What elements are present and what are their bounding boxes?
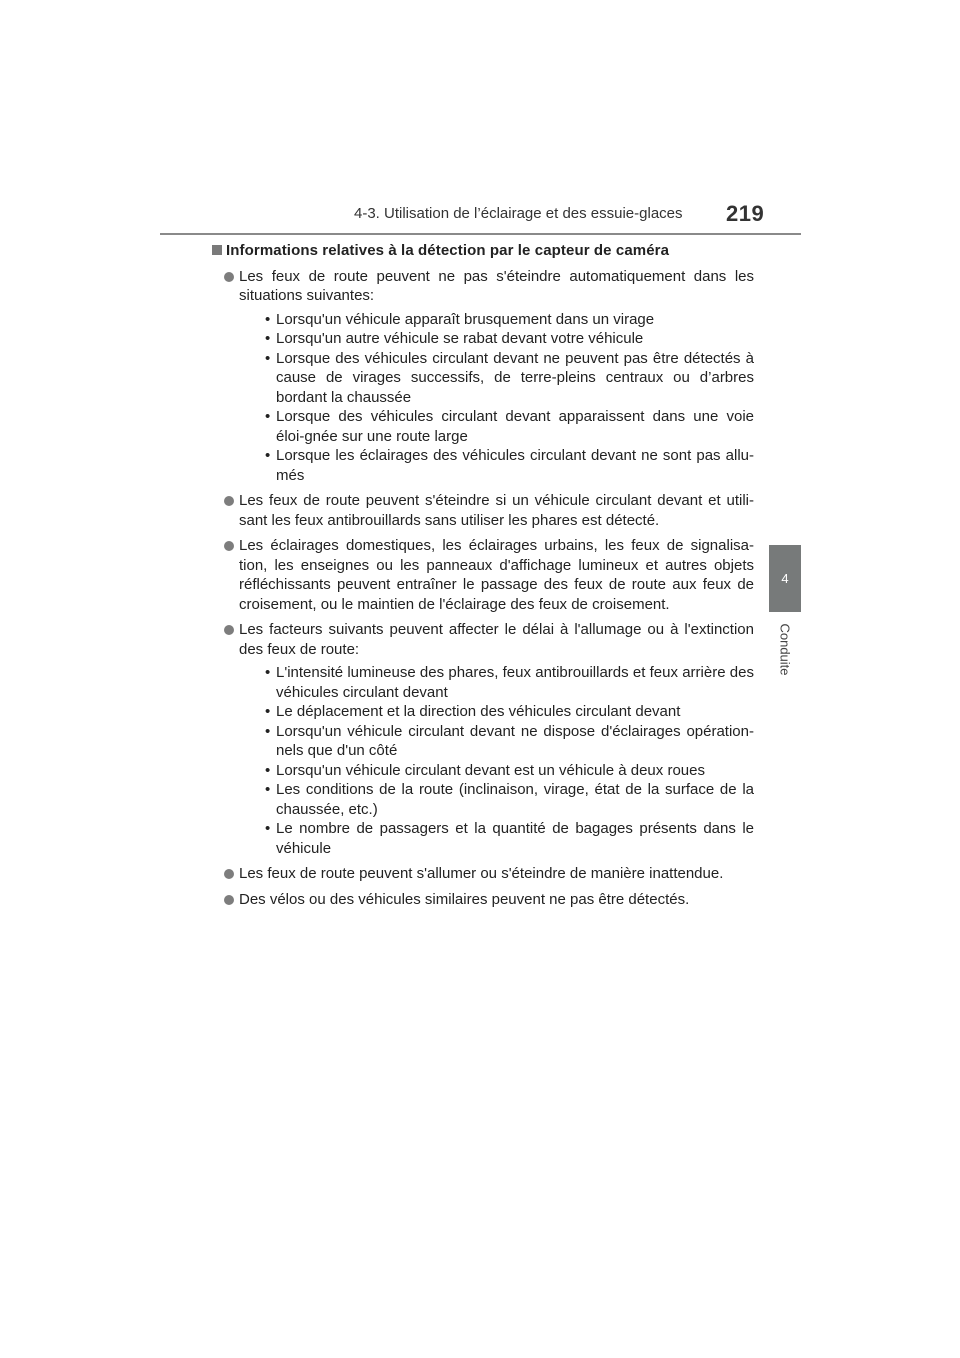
round-bullet-icon [224,541,234,551]
list-item-text: Les feux de route peuvent s'éteindre si un véhicule circulant devant et utili-sant les feux antibrouillards sans utiliser les phares est détecté. [239,492,754,529]
sub-list-item-text: Lorsqu'un véhicule circulant devant ne dispose d'éclairages opération-nels que d'un côté [276,722,754,759]
round-bullet-icon [224,869,234,879]
sub-bullet: • [265,781,271,798]
header-title: 4-3. Utilisation de l’éclairage et des essuie-glaces [354,205,683,222]
round-bullet-icon [224,272,234,282]
sub-list-item [239,819,754,858]
sub-list-item-text: Lorsque les éclairages des véhicules circulant devant ne sont pas allu-més [276,447,754,484]
list-item [214,864,754,884]
sub-list-item [239,446,754,485]
sub-list-item [239,663,754,702]
sub-list-item-text: L'intensité lumineuse des phares, feux antibrouillards et feux arrière des véhicules circulant devant [276,664,754,701]
list-item [214,890,754,910]
list-item-text: Des vélos ou des véhicules similaires peuvent ne pas être détectés. [239,890,690,908]
sub-list-item [239,780,754,819]
list-item-text: Les feux de route peuvent ne pas s'éteindre automatiquement dans les situations suivantes: [239,267,754,304]
list-item-text: Les facteurs suivants peuvent affecter le délai à l'allumage ou à l'extinction des feux de route: [239,621,754,658]
list-item-text: Les éclairages domestiques, les éclairages urbains, les feux de signalisa-tion, les enseignes ou les panneaux d'affichage lumineux et autres objets réfléchissants peuvent entraîner le passage des feux de route aux feux de croisement, ou le maintien de l'éclairage des feux de croisement. [239,537,754,613]
chapter-label-container [762,620,808,678]
sub-list-item [239,702,754,722]
sub-list-item [239,722,754,761]
round-bullet-icon [224,625,234,635]
sub-bullet: • [265,330,271,347]
section-heading [214,241,754,261]
sub-list-item-text: Le nombre de passagers et la quantité de bagages présents dans le véhicule [276,820,754,857]
sub-list-item [239,349,754,408]
list-item-text: Les feux de route peuvent s'allumer ou s'éteindre de manière inattendue. [239,865,724,882]
sub-bullet: • [265,447,271,464]
chapter-tab [769,545,801,612]
sub-bullet: • [265,820,271,837]
sub-list-item-text: Lorsque des véhicules circulant devant apparaissent dans une voie éloi-gnée sur une route large [276,408,754,445]
sub-list [239,663,754,858]
sub-list-item [239,310,754,330]
sub-bullet: • [265,761,271,779]
list-item [214,620,754,858]
sub-list-item-text: Lorsque des véhicules circulant devant ne peuvent pas être détectés à cause de virages successifs, de terre-pleins centraux ou d’arbres bordant la chaussée [276,349,754,406]
round-bullet-icon [224,895,234,905]
list-item [214,491,754,530]
sub-bullet: • [265,349,271,367]
sub-list-item-text: Lorsqu'un autre véhicule se rabat devant votre véhicule [276,330,644,347]
sub-list [239,310,754,486]
main-content [214,241,754,915]
section-title: Informations relatives à la détection par le capteur de caméra [226,242,670,259]
chapter-number: 4 [781,571,789,586]
sub-bullet: • [265,703,271,720]
sub-list-item [239,329,754,349]
round-bullet-icon [224,496,234,506]
sub-bullet: • [265,408,271,425]
list-item [214,536,754,614]
header-divider [160,233,801,235]
sub-list-item-text: Le déplacement et la direction des véhicules circulant devant [276,703,681,720]
sub-bullet: • [265,722,271,740]
chapter-label: Conduite [777,622,793,676]
sub-list-item-text: Lorsqu'un véhicule apparaît brusquement dans un virage [276,310,655,328]
sub-bullet: • [265,664,271,681]
sub-list-item-text: Les conditions de la route (inclinaison, virage, état de la surface de la chaussée, etc.) [276,781,754,818]
sub-bullet: • [265,310,271,328]
page-number: 219 [726,201,765,226]
sub-list-item [239,407,754,446]
square-bullet-icon [212,245,222,255]
list-item [214,267,754,486]
sub-list-item [239,761,754,781]
sub-list-item-text: Lorsqu'un véhicule circulant devant est un véhicule à deux roues [276,761,705,779]
bullet-list [214,267,754,910]
